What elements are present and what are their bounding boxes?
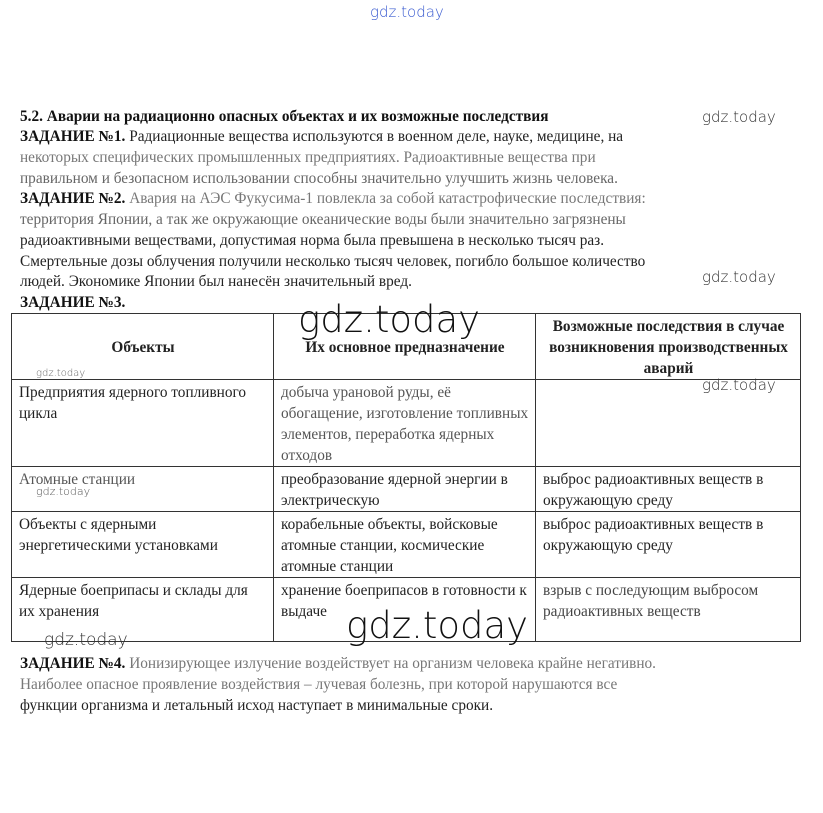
watermark: gdz.today [702, 376, 776, 394]
column-header: Объекты [12, 314, 274, 380]
watermark: gdz.today [36, 485, 91, 498]
watermark: gdz.today [370, 3, 444, 21]
task1-line: некоторых специфических промышленных предприятиях. Радиоактивные вещества при [20, 149, 596, 166]
table-cell: взрыв с последующим выбросом радиоактивных веществ [536, 578, 801, 642]
table-cell: хранение боеприпасов в готовности к выдаче [274, 578, 536, 642]
table-cell: корабельные объекты, войсковые атомные станции, космические атомные станции [274, 512, 536, 578]
watermark: gdz.today [702, 108, 776, 126]
task2-line: людей. Экономике Японии был нанесён значительный вред. [20, 273, 412, 290]
section-heading: 5.2. Аварии на радиационно опасных объектах и их возможные последствия [20, 108, 549, 125]
task4-line: ЗАДАНИЕ №4. Ионизирующее излучение воздействует на организм человека крайне негативно. [20, 655, 657, 672]
watermark: gdz.today [36, 368, 86, 379]
watermark: gdz.today [702, 268, 776, 286]
task2-line: территория Японии, а так же окружающие океанические воды были значительно загрязнены [20, 211, 626, 228]
task2-line: ЗАДАНИЕ №2. Авария на АЭС Фукусима-1 повлекла за собой катастрофические последствия: [20, 190, 646, 207]
table-cell: Предприятия ядерного топливного цикла [12, 380, 274, 467]
table-cell: Атомные станции [12, 467, 274, 512]
table-row [12, 380, 801, 467]
objects-table [11, 313, 801, 642]
task4-line: Наиболее опасное проявление воздействия – лучевая болезнь, при которой нарушаются все [20, 676, 618, 693]
table-cell: выброс радиоактивных веществ в окружающую среду [536, 512, 801, 578]
task1-line: правильном и безопасном использовании способны значительно улучшить жизнь человека. [20, 170, 618, 187]
table-cell: преобразование ядерной энергии в электрическую [274, 467, 536, 512]
table-row [12, 467, 801, 512]
watermark: gdz.today [298, 298, 481, 341]
table-cell: Ядерные боеприпасы и склады для их хранения [12, 578, 274, 642]
task4-label: ЗАДАНИЕ №4. [20, 655, 126, 672]
task1-label: ЗАДАНИЕ №1. [20, 128, 126, 145]
task1-line: ЗАДАНИЕ №1. Радиационные вещества используются в военном деле, науке, медицине, на [20, 128, 624, 145]
column-header: Их основное предназначение [274, 314, 536, 380]
task2-label: ЗАДАНИЕ №2. [20, 190, 126, 207]
watermark: gdz.today [44, 630, 128, 650]
watermark: gdz.today [346, 604, 529, 647]
task3-label: ЗАДАНИЕ №3. [20, 294, 126, 311]
table-cell: выброс радиоактивных веществ в окружающую среду [536, 467, 801, 512]
task2-line: радиоактивными веществами, допустимая норма была превышена в несколько тысяч раз. [20, 232, 605, 249]
table-cell: добыча урановой руды, её обогащение, изготовление топливных элементов, переработка ядерных отходов [274, 380, 536, 467]
task2-line: Смертельные дозы облучения получили несколько тысяч человек, погибло большое количество [20, 253, 646, 270]
column-header: Возможные последствия в случае возникновения производственных аварий [536, 314, 801, 380]
table-row [12, 512, 801, 578]
table-cell: Объекты с ядерными энергетическими установками [12, 512, 274, 578]
task4-line: функции организма и летальный исход наступает в минимальные сроки. [20, 697, 494, 714]
